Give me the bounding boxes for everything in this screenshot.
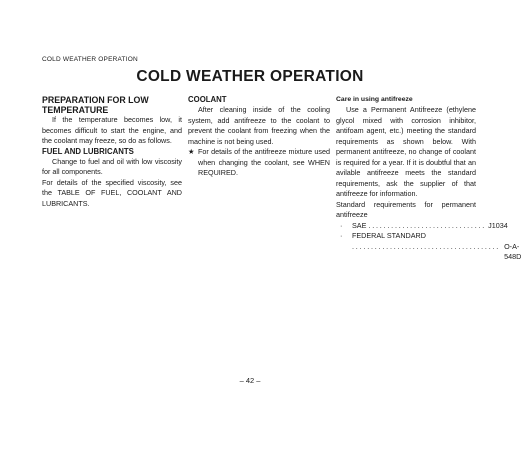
- spec-value: J1034: [488, 220, 508, 230]
- bullet: ·: [340, 220, 343, 230]
- leader-dots: .......................................: [352, 241, 501, 251]
- bullet: ·: [340, 231, 343, 240]
- column-middle: [188, 95, 330, 179]
- spec-sae: [336, 220, 508, 232]
- heading-care-antifreeze: Care in using antifreeze: [336, 96, 413, 103]
- spec-federal-value: [336, 241, 521, 263]
- paragraph-change-fuel: Change to fuel and oil with low viscosity for all components.: [42, 156, 182, 176]
- spec-federal-standard: [336, 231, 476, 242]
- heading-fuel-lubricants: FUEL AND LUBRICANTS: [42, 146, 134, 156]
- heading-preparation-low-temperature: PREPARATION FOR LOW TEMPERATURE: [42, 95, 149, 115]
- column-left: [42, 95, 182, 209]
- heading-coolant: COOLANT: [188, 95, 227, 104]
- star-icon: ★: [188, 147, 195, 156]
- running-head: COLD WEATHER OPERATION: [42, 56, 138, 63]
- column-right: [336, 95, 521, 263]
- paragraph-viscosity-details: For details of the specified viscosity, see the TABLE OF FUEL, COOLANT AND LUBRICANTS.: [42, 177, 182, 208]
- paragraph-low-temperature: If the temperature becomes low, it becomes difficult to start the engine, and the coolant may freeze, so do as follows.: [42, 115, 182, 145]
- note-text: For details of the antifreeze mixture used when changing the coolant, see WHEN REQUIRED.: [198, 147, 330, 177]
- page-title: COLD WEATHER OPERATION: [136, 68, 364, 85]
- leader-dots: ...............................: [368, 220, 487, 230]
- spec-value: O-A-548D: [504, 241, 521, 261]
- spec-label: SAE: [352, 220, 367, 230]
- paragraph-permanent-antifreeze: Use a Permanent Antifreeze (ethylene glycol mixed with corrosion inhibitor, antifoam agent, etc.) meeting the standard requirements as shown below. With permanent antifreeze, no change of coolant is required for a year. If it is doubtful that an avilable antifreeze meets the standard requirements, ask the supplier of that antifreeze for information.: [336, 105, 476, 198]
- paragraph-standard-requirements: Standard requirements for permanent antifreeze: [336, 199, 476, 219]
- note-antifreeze-mixture: [188, 147, 330, 179]
- spec-label: FEDERAL STANDARD: [352, 231, 426, 240]
- paragraph-coolant: After cleaning inside of the cooling system, add antifreeze to the coolant to prevent the coolant from freezing when the machine is not being used.: [188, 105, 330, 146]
- page-number: – 42 –: [239, 376, 261, 385]
